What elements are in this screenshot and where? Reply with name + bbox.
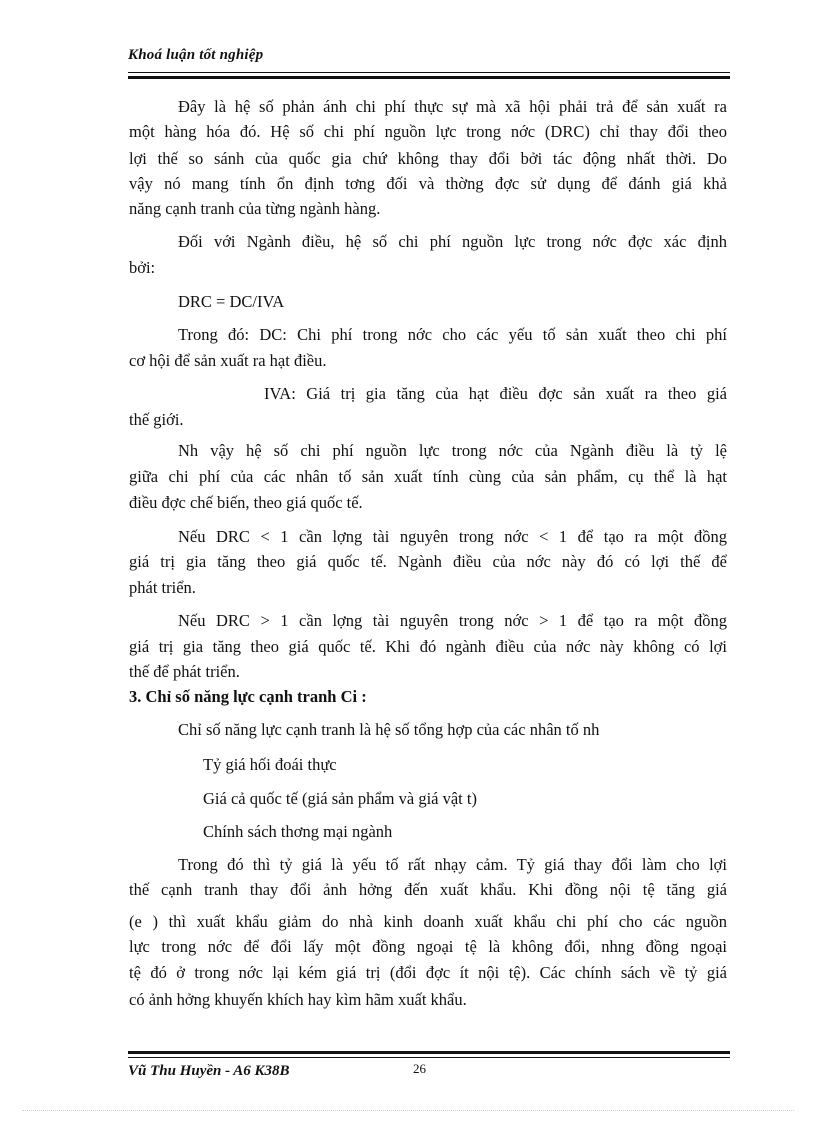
header-title: Khoá luận tốt nghiệp	[128, 47, 264, 63]
page-number: 26	[413, 1061, 426, 1076]
text-line: vậy nó mang tính ổn định tơng đối và thờng đợc sử dụng để đánh giá khả	[129, 174, 727, 193]
text-line: cơ hội để sản xuất ra hạt điều.	[129, 351, 327, 370]
text-line: thế để phát triển.	[129, 662, 240, 681]
text-line: IVA: Giá trị gia tăng của hạt điều đợc sản xuất ra theo giá	[264, 384, 727, 403]
text-line: Đối với Ngành điều, hệ số chi phí nguồn lực trong nớc đợc xác định	[178, 232, 727, 251]
list-item: Tỷ giá hối đoái thực	[203, 755, 337, 774]
text-line: (e ) thì xuất khẩu giảm do nhà kinh doanh xuất khẩu chi phí cho các nguồn	[129, 912, 727, 931]
footer-rule-thin	[128, 1057, 730, 1058]
text-line: Chỉ số năng lực cạnh tranh là hệ số tổng hợp của các nhân tố nh	[178, 720, 600, 739]
text-line: Đây là hệ số phản ánh chi phí thực sự mà xã hội phải trả để sản xuất ra	[178, 97, 727, 116]
text-line: giá trị gia tăng theo giá quốc tế. Ngành điều của nớc này đó có lợi thế để	[129, 552, 727, 571]
text-line: Nh vậy hệ số chi phí nguồn lực trong nớc của Ngành điều là tỷ lệ	[178, 441, 727, 460]
text-line: bởi:	[129, 258, 156, 277]
text-line: thế cạnh tranh thay đổi ảnh hởng đến xuất khẩu. Khi đồng nội tệ tăng giá	[129, 880, 727, 899]
text-line: phát triển.	[129, 578, 196, 597]
footer-rule-thick	[128, 1051, 730, 1054]
text-line: Nếu DRC > 1 cần lợng tài nguyên trong nớc > 1 để tạo ra một đồng	[178, 611, 727, 630]
text-line: có ảnh hởng khuyến khích hay kìm hãm xuất khẩu.	[129, 990, 467, 1009]
text-line: điều đợc chế biến, theo giá quốc tế.	[129, 493, 363, 512]
footer-author: Vũ Thu Huyền - A6 K38B	[128, 1063, 290, 1079]
text-line: Trong đó thì tỷ giá là yếu tố rất nhạy cảm. Tỷ giá thay đổi làm cho lợi	[178, 855, 727, 874]
text-line: tệ đó ở trong nớc lại kém giá trị (đổi đợc ít nội tệ). Các chính sách về tỷ giá	[129, 963, 727, 982]
section-heading: 3. Chỉ số năng lực cạnh tranh Ci :	[129, 687, 367, 706]
text-line: Nếu DRC < 1 cần lợng tài nguyên trong nớc < 1 để tạo ra một đồng	[178, 527, 727, 546]
text-line: Trong đó: DC: Chi phí trong nớc cho các yếu tố sản xuất theo chi phí	[178, 325, 727, 344]
text-line: giữa chi phí của các nhân tố sản xuất tính cùng của sản phẩm, cụ thể là hạt	[129, 467, 727, 486]
formula-line: DRC = DC/IVA	[178, 292, 285, 311]
text-line: lợi thế so sánh của quốc gia chứ không thay đổi bởi tác động nhất thời. Do	[129, 149, 727, 168]
text-line: một hàng hóa đó. Hệ số chi phí nguồn lực trong nớc (DRC) chỉ thay đổi theo	[129, 122, 727, 141]
text-line: thế giới.	[129, 410, 184, 429]
header-rule-thick	[128, 76, 730, 79]
list-item: Chính sách thơng mại ngành	[203, 822, 393, 841]
page-edge-divider	[22, 1110, 794, 1111]
text-line: năng cạnh tranh của từng ngành hàng.	[129, 199, 381, 218]
text-line: lực trong nớc để đổi lấy một đồng ngoại tệ là không đổi, nhng đồng ngoại	[129, 937, 727, 956]
text-line: giá trị gia tăng theo giá quốc tế. Khi đó ngành điều của nớc này không có lợi	[129, 637, 727, 656]
list-item: Giá cả quốc tế (giá sản phẩm và giá vật t)	[203, 789, 477, 808]
header-rule-thin	[128, 72, 730, 73]
